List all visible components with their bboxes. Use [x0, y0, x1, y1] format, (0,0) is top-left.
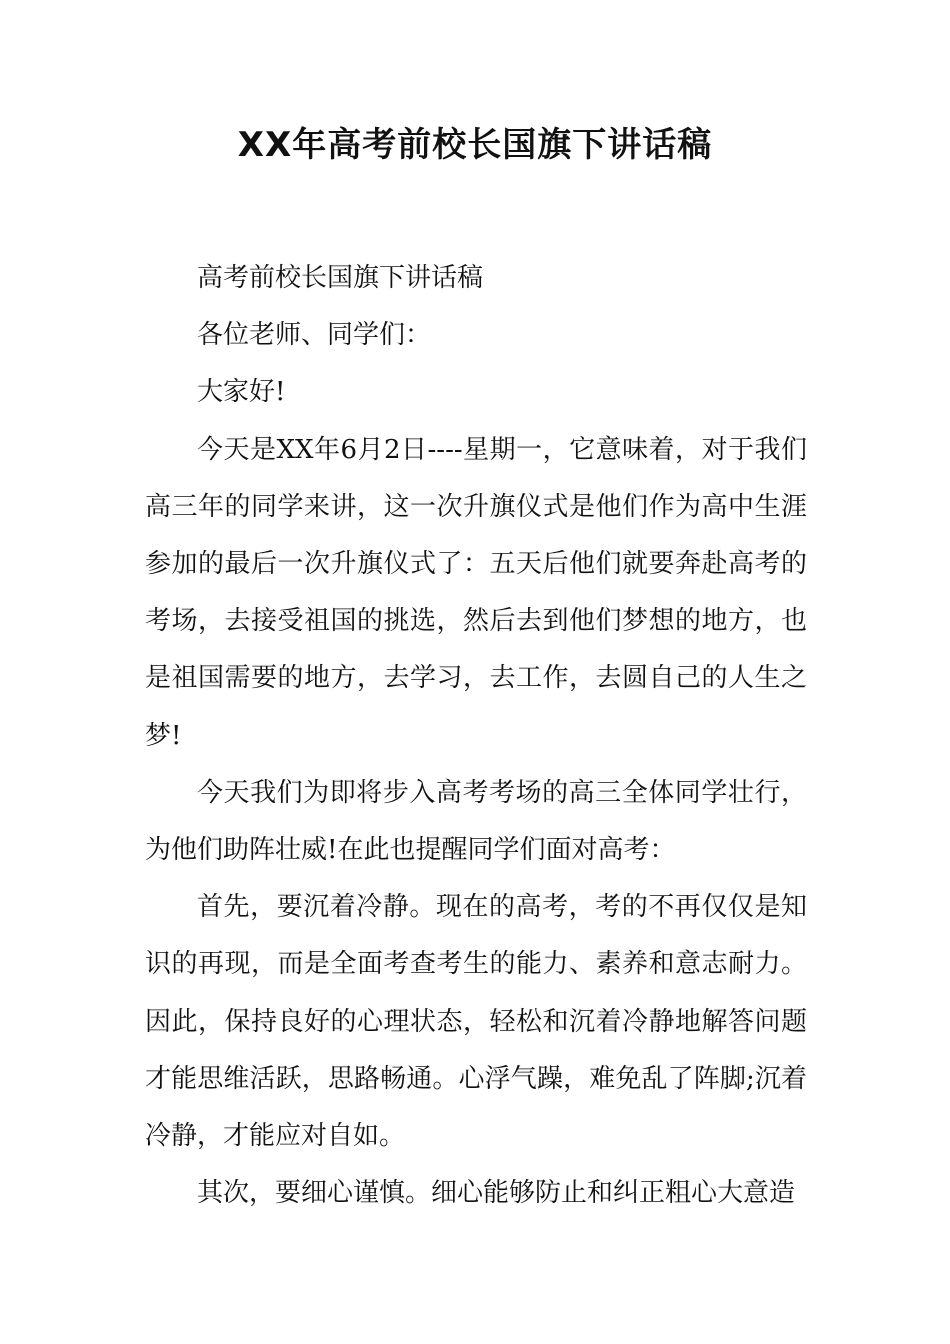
paragraph-body: 今天我们为即将步入高考考场的高三全体同学壮行，为他们助阵壮威!在此也提醒同学们面对高考： — [145, 777, 807, 866]
paragraph-greeting: 大家好! — [197, 377, 286, 408]
document-title: XX年高考前校长国旗下讲话稿 — [237, 125, 713, 165]
paragraph-body: 首先，要沉着冷静。现在的高考，考的不再仅仅是知识的再现，而是全面考查考生的能力、素养和意志耐力。因此，保持良好的心理状态，轻松和沉着冷静地解答问题才能思维活跃，思路畅通。心浮气躁，难免乱了阵脚;沉着冷静，才能应对自如。 — [145, 892, 807, 1152]
paragraph-subtitle: 高考前校长国旗下讲话稿 — [197, 263, 484, 293]
paragraph-body: 其次，要细心谨慎。细心能够防止和纠正粗心大意造 — [197, 1178, 796, 1209]
document-body — [145, 250, 807, 1222]
paragraph-body: 今天是XX年6月2日----星期一，它意味着，对于我们高三年的同学来讲，这一次升旗仪式是他们作为高中生涯参加的最后一次升旗仪式了：五天后他们就要奔赴高考的考场，去接受祖国的挑选，然后去到他们梦想的地方，也是祖国需要的地方，去学习，去工作，去圆自己的人生之梦! — [145, 434, 807, 751]
paragraph-salutation: 各位老师、同学们： — [197, 320, 432, 351]
